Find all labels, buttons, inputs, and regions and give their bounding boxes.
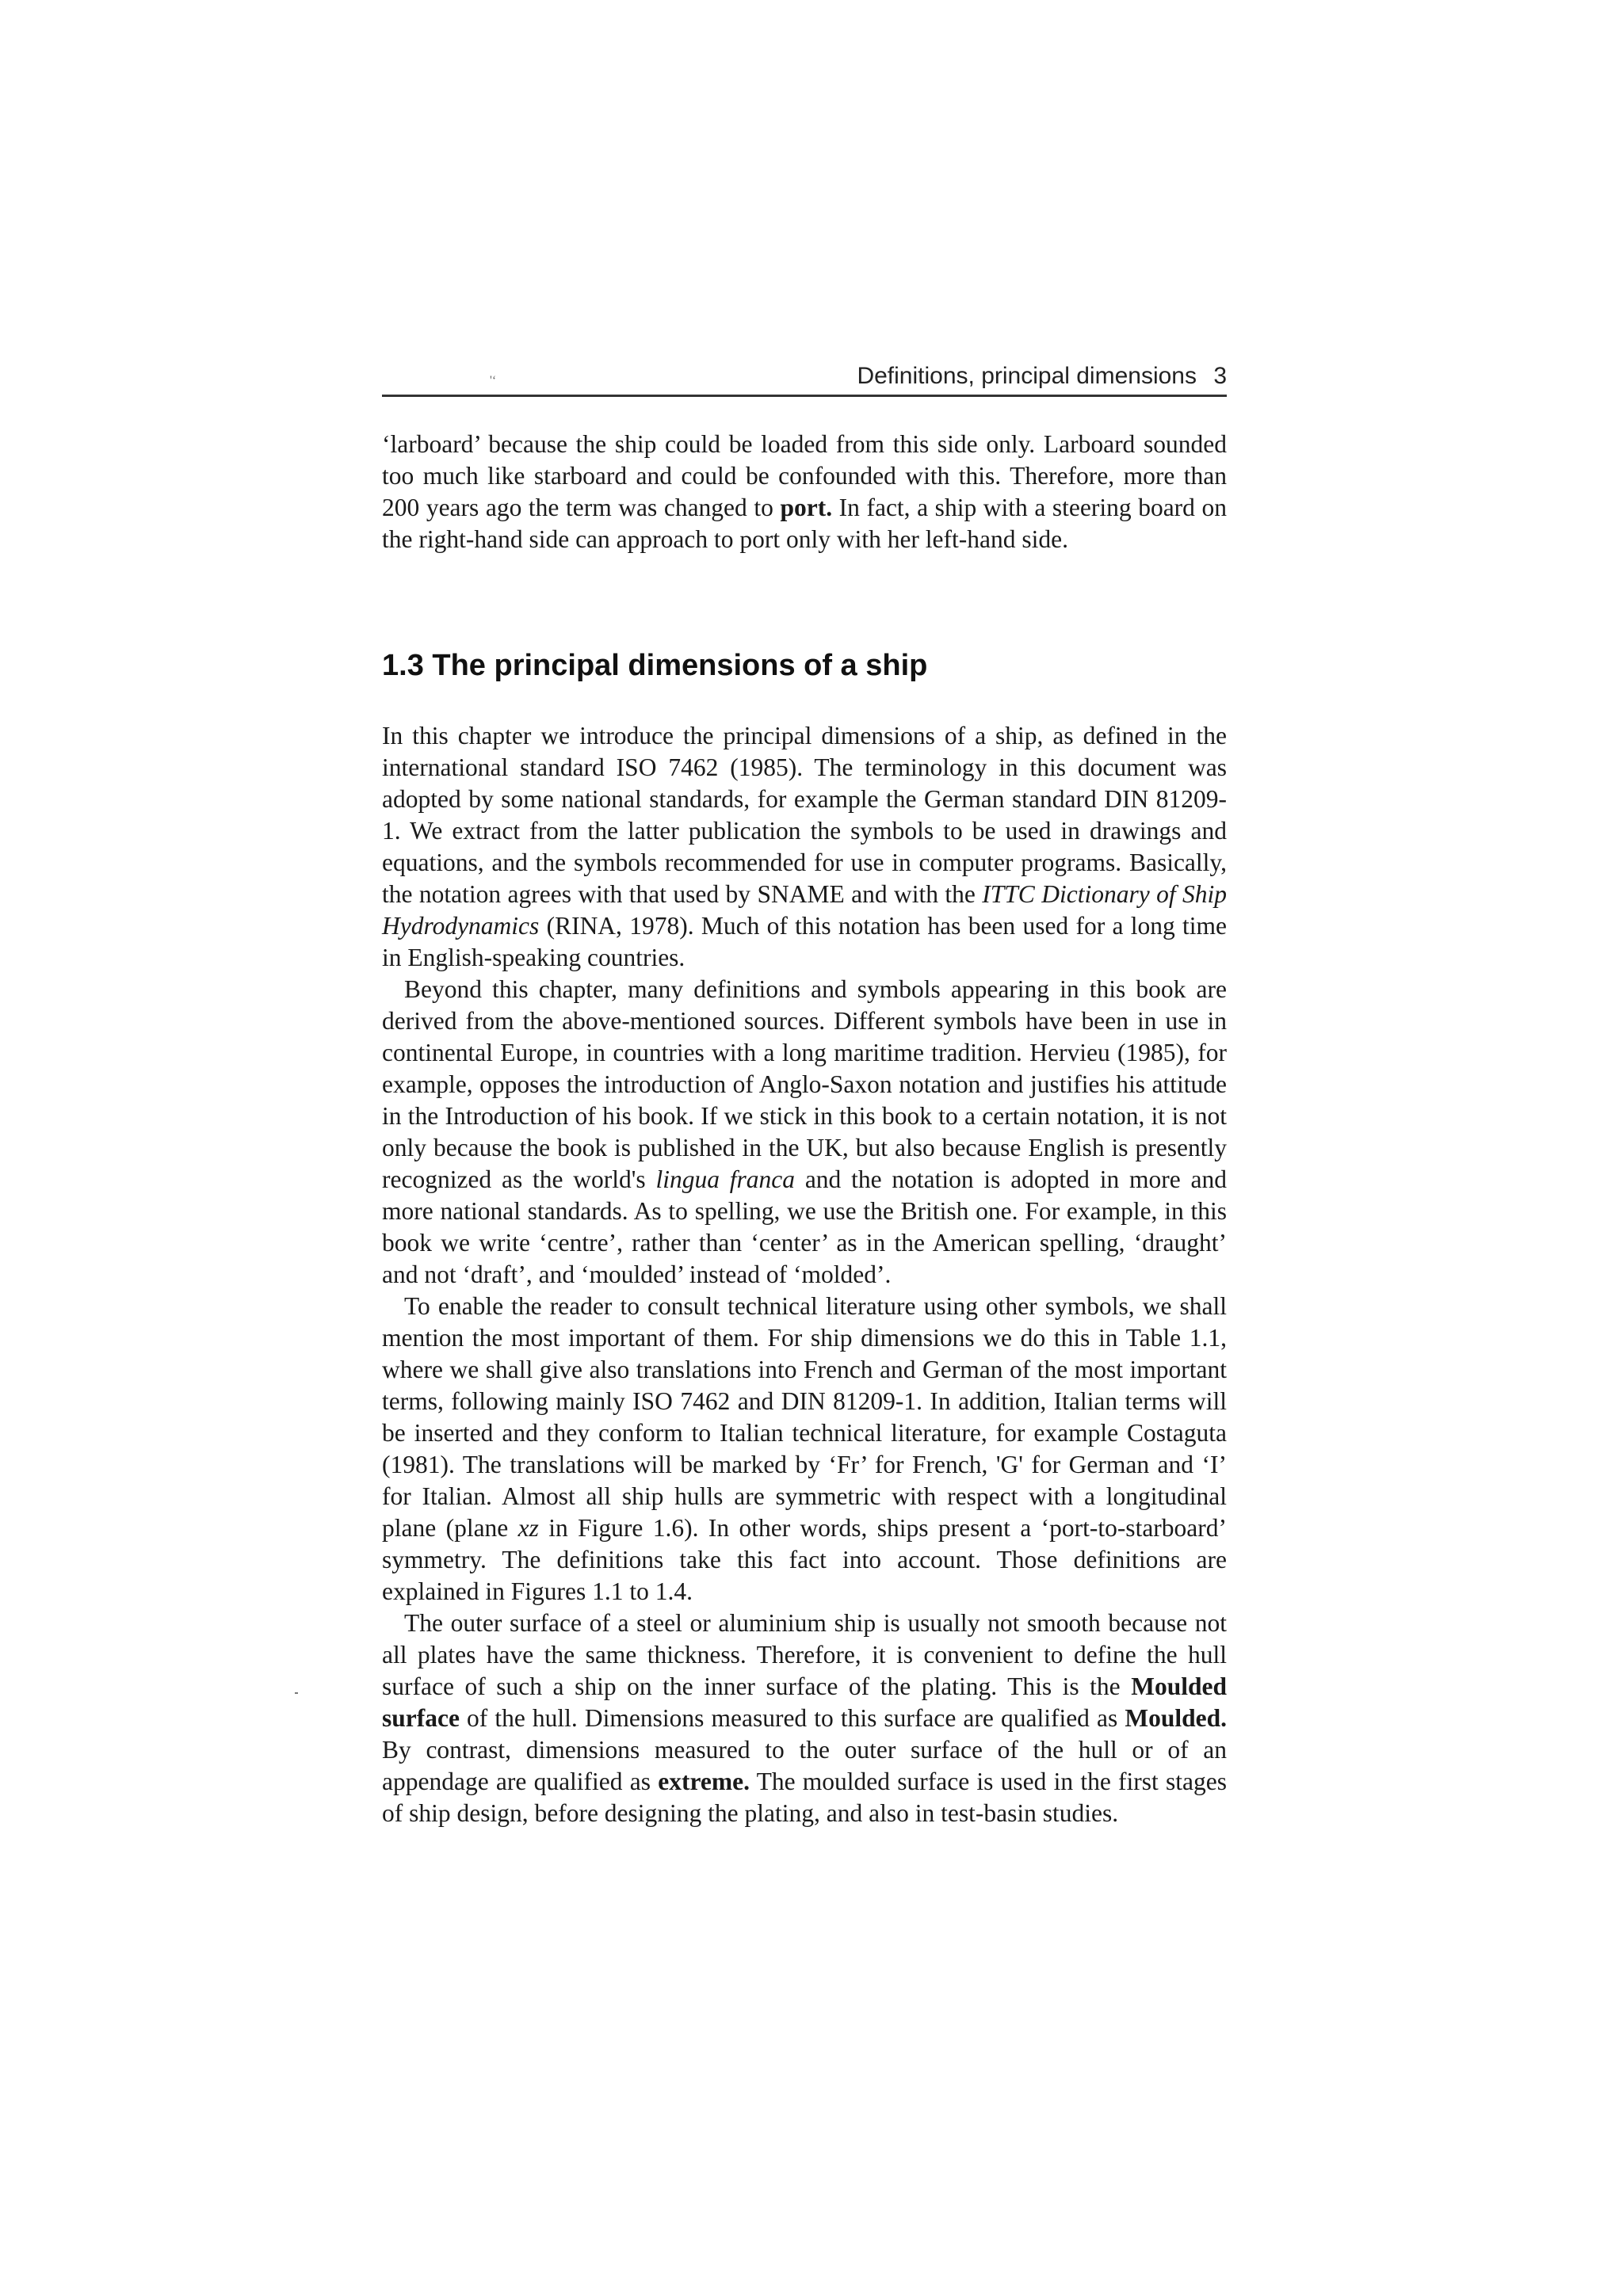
paragraph-translations: [382, 1291, 1227, 1608]
text-run: By contrast, dimensions measured to the outer surface of the hull or of an appendage are qualified as: [382, 1736, 1227, 1795]
text-run: The outer surface of a steel or aluminium ship is usually not smooth because not all plates have the same thickness. Therefore, it is convenient to define the hull surface of such a ship on the inner surface of the plating. This is the: [382, 1609, 1227, 1700]
text-run: In fact, a ship with a steering board on the right-hand side can approach to port only with her left-hand side.: [382, 494, 1227, 553]
section-heading: 1.3 The principal dimensions of a ship: [382, 649, 928, 682]
term-lingua-franca: lingua franca: [655, 1165, 796, 1193]
text-run: The moulded surface is used in the first stages of ship design, before designing the plating, and also in test-basin studies.: [382, 1768, 1228, 1827]
citation-ittc-dictionary: ITTC Dictionary of Ship Hydrodynamics: [382, 880, 1227, 940]
page-number: 3: [1213, 363, 1227, 389]
text-run: To enable the reader to consult technical literature using other symbols, we shall mention the most important of them. For ship dimensions we do this in Table 1.1, where we shall give also translations into French and German of the most important terms, following mainly ISO 7462 and DIN 81209-1. In addition, Italian terms will be inserted and they conform to Italian technical literature, for example Costaguta (1981). The translations will be marked by ‘Fr’ for French, 'G' for German and ‘I’ for Italian. Almost all ship hulls are symmetric with respect with a longitudinal plane (plane: [382, 1292, 1227, 1542]
term-moulded: Moulded.: [1125, 1704, 1227, 1732]
term-xz: xz: [517, 1514, 539, 1542]
paragraph-introduction: [382, 720, 1227, 974]
term-port: port.: [780, 494, 833, 521]
paragraph-notation: [382, 974, 1227, 1291]
text-run: ‘larboard’ because the ship could be loaded from this side only. Larboard sounded too much like starboard and could be confounded with this. Therefore, more than 200 years ago the term was changed to: [382, 430, 1227, 521]
book-page: [382, 349, 1227, 1829]
term-moulded-surface: Moulded surface: [382, 1672, 1227, 1732]
running-head: [382, 349, 1227, 397]
paragraph-larboard: [382, 429, 1227, 555]
text-run: Beyond this chapter, many definitions and symbols appearing in this book are derived from the above-mentioned sources. Different symbols have been in use in continental Europe, in countries with a long maritime tradition. Hervieu (1985), for example, opposes the introduction of Anglo-Saxon notation and justifies his attitude in the Introduction of his book. If we stick in this book to a certain notation, it is not only because the book is published in the UK, but also because English is presently recognized as the world's: [382, 975, 1227, 1193]
running-head-title: Definitions, principal dimensions: [857, 363, 1197, 389]
margin-dot: [295, 1692, 298, 1694]
scan-mark: '‘: [490, 374, 497, 387]
text-run: and the notation is adopted in more and more national standards. As to spelling, we use the British one. For example, in this book we write ‘centre’, rather than ‘center’ as in the American spelling, ‘draught’ and not ‘draft’, and ‘moulded’ instead of ‘molded’.: [382, 1165, 1227, 1288]
text-run: in Figure 1.6). In other words, ships present a ‘port-to-starboard’ symmetry. The definitions take this fact into account. Those definitions are explained in Figures 1.1 to 1.4.: [382, 1514, 1227, 1605]
term-extreme: extreme.: [658, 1768, 750, 1795]
paragraph-moulded-surface: [382, 1608, 1227, 1829]
text-run: of the hull. Dimensions measured to this surface are qualified as: [459, 1704, 1125, 1732]
text-run: (RINA, 1978). Much of this notation has been used for a long time in English-speaking countries.: [382, 912, 1227, 971]
text-run: In this chapter we introduce the principal dimensions of a ship, as defined in the international standard ISO 7462 (1985). The terminology in this document was adopted by some national standards, for example the German standard DIN 81209-1. We extract from the latter publication the symbols to be used in drawings and equations, and the symbols recommended for use in computer programs. Basically, the notation agrees with that used by SNAME and with the: [382, 722, 1227, 908]
